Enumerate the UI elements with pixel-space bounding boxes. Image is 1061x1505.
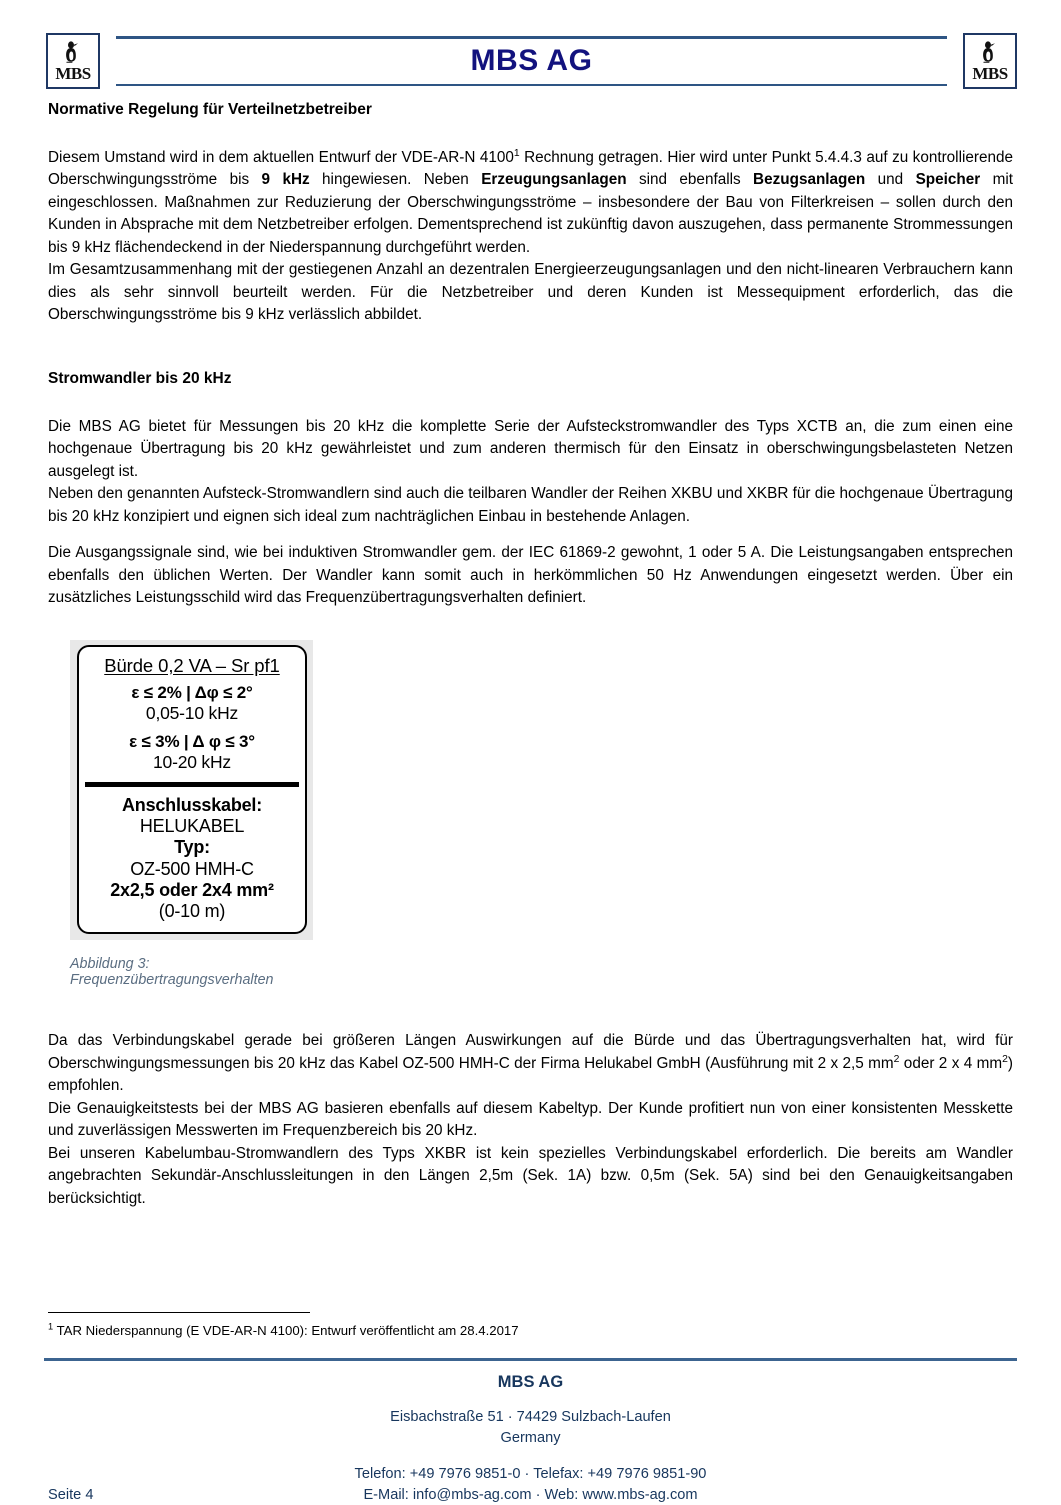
- paragraph-kabelumbau-xkbr: Bei unseren Kabelumbau-Stromwandlern des Typs XKBR ist kein spezielles Verbindungskabel erforderlich. Die bereits am Wandler angebrachten Sekundär-Anschlussleitungen in den Längen 2,5m (Sek. 1A) bzw. 0,5m (Sek. 5A) sind bei den Genauigkeitsangaben berücksichtigt.: [48, 1144, 1013, 1207]
- mbs-logo-left: [46, 33, 100, 89]
- cable-heading: Anschlusskabel:: [121, 794, 263, 815]
- frequency-range-row-2: 10-20 kHz: [153, 752, 231, 773]
- cable-brand: HELUKABEL: [139, 816, 245, 837]
- p1-bold-9khz: 9 kHz: [261, 171, 310, 189]
- type-value: OZ-500 HMH-C: [130, 858, 254, 879]
- frequency-range-row-1: 0,05-10 kHz: [145, 703, 239, 724]
- heading-normative-regelung: Normative Regelung für Verteilnetzbetreiber: [48, 101, 372, 118]
- p1-segment-5: und: [865, 171, 916, 189]
- paragraph-gesamtzusammenhang: Im Gesamtzusammenhang mit der gestiegenen Anzahl an dezentralen Energieerzeugungsanlagen und den nicht-linearen Verbrauchern kann dies als sehr sinnvoll beurteilt werden. Für die Netzbetreiber und deren Kunden ist Messequipment erforderlich, das die Oberschwingungsströme bis 9 kHz verlässlich abbildet.: [48, 261, 1013, 324]
- header-rule-bottom: [116, 84, 947, 86]
- page-header: [46, 28, 1017, 94]
- rating-plate-divider: [85, 782, 299, 787]
- p1-segment-3: hingewiesen. Neben: [309, 171, 482, 189]
- p1-segment-1: Diesem Umstand wird in dem aktuellen Entwurf der VDE-AR-N 4100: [48, 148, 514, 166]
- type-heading: Typ:: [174, 837, 210, 858]
- heading-stromwandler-bis-20khz: Stromwandler bis 20 kHz: [48, 369, 232, 387]
- paragraph-genauigkeitstests: Die Genauigkeitstests bei der MBS AG basieren ebenfalls auf diesem Kabeltyp. Der Kunde profitiert nun von einer konsistenten Messkette und zuverlässigen Messwerten im Frequenzbereich bis 20 kHz.: [48, 1099, 1013, 1140]
- mbs-logo-right: [963, 33, 1017, 89]
- page-number: Seite 4: [48, 1487, 94, 1504]
- rating-plate-title: Bürde 0,2 VA – Sr pf1: [104, 654, 280, 676]
- p6-segment-3: ) empfohlen.: [48, 1054, 1013, 1095]
- footer-contact: E-Mail: info@mbs-ag.com · Web: www.mbs-ag.com: [363, 1486, 698, 1503]
- page-title: MBS AG: [470, 44, 593, 77]
- paragraph-xkbu-xkbr: Neben den genannten Aufsteck-Stromwandlern sind auch die teilbaren Wandler der Reihen XKBU und XKBR für die hochgenaue Übertragung bis 20 kHz konzipiert und eignen sich ideal zum nachträglichen Einbau in bestehende Anlagen.: [48, 485, 1013, 525]
- cable-length: (0-10 m): [158, 900, 226, 921]
- p1-segment-4: sind ebenfalls: [626, 171, 754, 189]
- footnote-body: TAR Niederspannung (E VDE-AR-N 4100): Entwurf veröffentlicht am 28.4.2017: [53, 1323, 519, 1338]
- footnote-1: [48, 1322, 1013, 1339]
- footnote-marker-ref: 1: [513, 147, 520, 159]
- p1-segment-2: Rechnung getragen. Hier wird unter Punkt 5.4.4.3 auf zu kontrollierende Oberschwingungsströme bis: [48, 148, 1014, 189]
- mbs-logo-wordmark: MBS: [972, 64, 1008, 83]
- accuracy-class-row-1: ε ≤ 2% | Δφ ≤ 2°: [131, 683, 253, 703]
- mbs-logo-wordmark: MBS: [55, 64, 91, 83]
- cable-cross-section: 2x2,5 oder 2x4 mm²: [110, 879, 274, 900]
- page-footer: [44, 1358, 1017, 1504]
- p1-segment-6: mit eingeschlossen. Maßnahmen zur Reduzierung der Oberschwingungsströme – insbesondere der Bau von Filterkreisen – sollen durch den Kunden in Absprache mit dem Netzbetreiber erfolgen. Dementsprechend ist zukünftig davon auszugehen, dass permanente Strommessungen bis 9 kHz flächendeckend in der Niederspannung durchgeführt werden.: [48, 171, 1013, 256]
- paragraph-xctb-serie: Die MBS AG bietet für Messungen bis 20 kHz die komplette Serie der Aufsteckstromwandler des Typs XCTB an, die zum einen eine hochgenaue Übertragung bis 20 kHz gewährleistet und zum anderen thermisch für den Einsatz in oberschwingungsbelasteten Netzen ausgelegt ist.: [48, 417, 1013, 480]
- penguin-icon: [63, 40, 83, 64]
- paragraph-ausgangssignale: Die Ausgangssignale sind, wie bei induktiven Stromwandler gem. der IEC 61869-2 gewohnt, 1 oder 5 A. Die Leistungsangaben entsprechen ebenfalls den üblichen Werten. Der Wandler kann somit auch in herkömmlichen 50 Hz Anwendungen eingesetzt werden. Über ein zusätzliches Leistungsschild wird das Frequenzübertragungsverhalten definiert.: [48, 544, 1013, 607]
- figure-caption: Abbildung 3: Frequenzübertragungsverhalten: [70, 956, 274, 989]
- footer-phone: Telefon: +49 7976 9851-0 · Telefax: +49 7976 9851-90: [354, 1465, 707, 1482]
- footer-address: Eisbachstraße 51 · 74429 Sulzbach-Laufen: [390, 1409, 671, 1426]
- rating-plate: [77, 645, 307, 935]
- document-body: [48, 100, 1013, 1210]
- p1-bold-bezugsanlagen: Bezugsanlagen: [753, 171, 866, 189]
- paragraph-vde-ar-n-4100: [48, 147, 1013, 259]
- p1-bold-erzeugungsanlagen: Erzeugungsanlagen: [481, 171, 627, 189]
- accuracy-class-row-2: ε ≤ 3% | Δ φ ≤ 3°: [129, 732, 255, 752]
- penguin-icon: [980, 40, 1000, 64]
- paragraph-verbindungskabel: [48, 1030, 1013, 1097]
- header-title-block: [116, 28, 947, 94]
- footer-country: Germany: [500, 1430, 561, 1447]
- p6-segment-1: Da das Verbindungskabel gerade bei größeren Längen Auswirkungen auf die Bürde und das Übertragungsverhalten hat, wird für Oberschwingungsmessungen bis 20 kHz das Kabel OZ-500 HMH-C der Firma Helukabel GmbH (Ausführung mit 2 x 2,5 mm: [48, 1032, 1013, 1072]
- footnote-separator: [48, 1312, 310, 1313]
- footnote-area: [48, 1312, 1013, 1339]
- p6-segment-2: oder 2 x 4 mm: [899, 1054, 1003, 1072]
- rating-plate-outer: [70, 640, 313, 941]
- figure-frequenzuebertragungsverhalten: [70, 640, 313, 989]
- footnote-number: 1: [48, 1321, 54, 1332]
- footer-company-name: MBS AG: [497, 1373, 564, 1391]
- p1-bold-speicher: Speicher: [915, 171, 981, 189]
- p6-superscript-2: 2: [1002, 1053, 1008, 1065]
- p6-superscript-1: 2: [893, 1053, 900, 1065]
